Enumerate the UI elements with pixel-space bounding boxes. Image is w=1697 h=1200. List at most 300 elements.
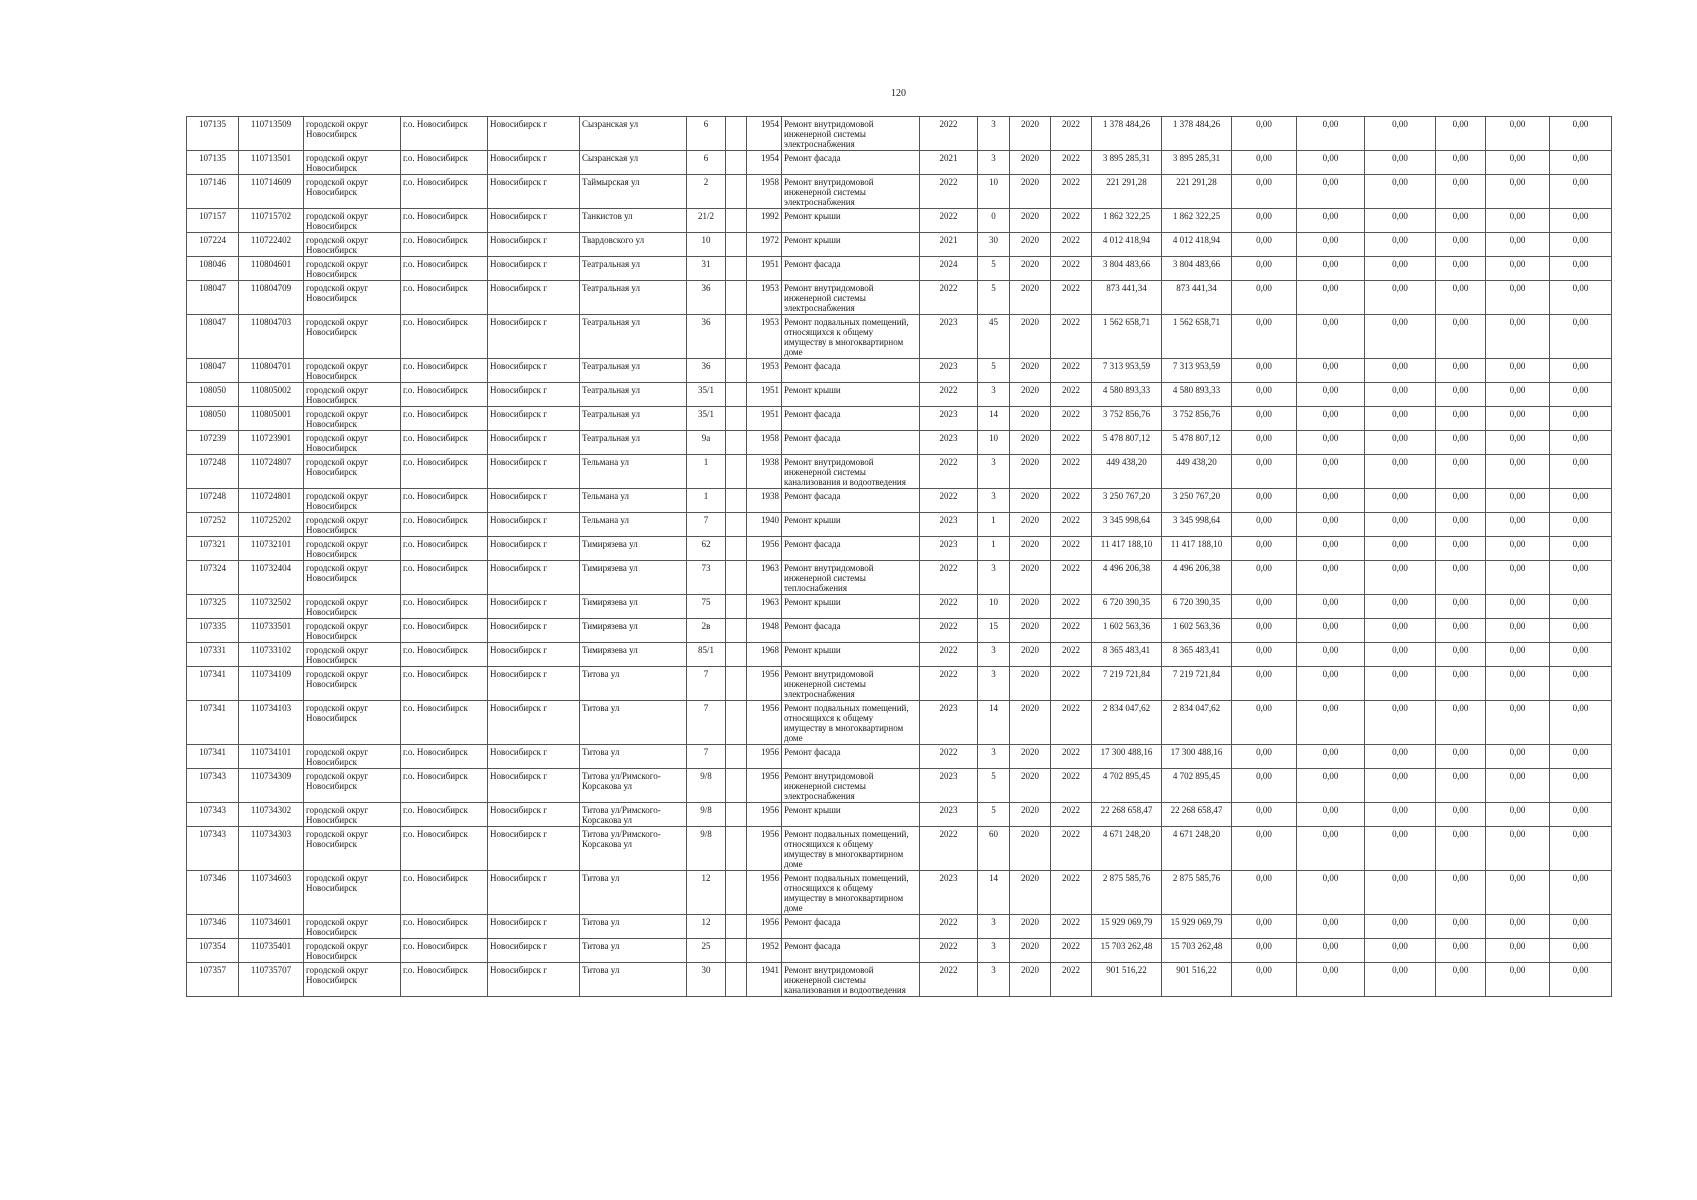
cell-owners-cost: 0,00 <box>1436 281 1486 315</box>
cell-house-number: 25 <box>687 939 726 963</box>
cell-municipality: городской округ Новосибирск <box>304 233 401 257</box>
cell-fund-cost: 4 671 248,20 <box>1162 827 1232 871</box>
cell-wear-percent: 3 <box>978 939 1010 963</box>
cell-wear-percent: 3 <box>978 561 1010 595</box>
cell-reserve-cost: 0,00 <box>1550 915 1612 939</box>
table-row <box>187 745 1612 769</box>
cell-plan-year: 2021 <box>920 233 978 257</box>
cell-work-type: Ремонт фасада <box>782 431 920 455</box>
cell-end-year: 2022 <box>1051 431 1092 455</box>
cell-owners-cost: 0,00 <box>1436 871 1486 915</box>
cell-building <box>726 701 747 745</box>
cell-work-id: 110713509 <box>239 117 304 151</box>
cell-urban-district: г.о. Новосибирск <box>401 359 488 383</box>
cell-urban-district: г.о. Новосибирск <box>401 233 488 257</box>
cell-work-type: Ремонт внутридомовой инженерной системы электроснабжения <box>782 175 920 209</box>
cell-house-number: 35/1 <box>687 407 726 431</box>
cell-work-id: 110715702 <box>239 209 304 233</box>
cell-regional-cost: 0,00 <box>1297 871 1365 915</box>
cell-wear-percent: 5 <box>978 803 1010 827</box>
cell-reserve-cost: 0,00 <box>1550 939 1612 963</box>
table-row <box>187 827 1612 871</box>
cell-house-number: 75 <box>687 595 726 619</box>
cell-city: Новосибирск г <box>488 619 580 643</box>
cell-year-built: 1956 <box>747 769 782 803</box>
cell-reserve-cost: 0,00 <box>1550 619 1612 643</box>
cell-street: Сызранская ул <box>580 117 687 151</box>
cell-regional-cost: 0,00 <box>1297 561 1365 595</box>
cell-city: Новосибирск г <box>488 175 580 209</box>
cell-building <box>726 209 747 233</box>
cell-wear-percent: 3 <box>978 151 1010 175</box>
cell-local-cost: 0,00 <box>1365 619 1436 643</box>
cell-street: Тельмана ул <box>580 513 687 537</box>
cell-city: Новосибирск г <box>488 257 580 281</box>
cell-local-cost: 0,00 <box>1365 455 1436 489</box>
cell-local-cost: 0,00 <box>1365 939 1436 963</box>
cell-start-year: 2020 <box>1010 827 1051 871</box>
cell-wear-percent: 5 <box>978 281 1010 315</box>
cell-street: Сызранская ул <box>580 151 687 175</box>
cell-plan-year: 2022 <box>920 963 978 997</box>
cell-street: Тельмана ул <box>580 455 687 489</box>
cell-urban-district: г.о. Новосибирск <box>401 281 488 315</box>
cell-street: Титова ул <box>580 745 687 769</box>
cell-fund-cost: 1 378 484,26 <box>1162 117 1232 151</box>
cell-urban-district: г.о. Новосибирск <box>401 915 488 939</box>
cell-city: Новосибирск г <box>488 281 580 315</box>
table-row <box>187 513 1612 537</box>
cell-wear-percent: 5 <box>978 257 1010 281</box>
cell-start-year: 2020 <box>1010 431 1051 455</box>
cell-end-year: 2022 <box>1051 537 1092 561</box>
cell-house-number: 85/1 <box>687 643 726 667</box>
cell-owners-cost: 0,00 <box>1436 803 1486 827</box>
cell-owners-cost: 0,00 <box>1436 595 1486 619</box>
cell-wear-percent: 3 <box>978 745 1010 769</box>
table-row <box>187 209 1612 233</box>
cell-end-year: 2022 <box>1051 595 1092 619</box>
cell-year-built: 1954 <box>747 151 782 175</box>
cell-regional-cost: 0,00 <box>1297 595 1365 619</box>
cell-work-id: 110733102 <box>239 643 304 667</box>
cell-reserve-cost: 0,00 <box>1550 257 1612 281</box>
cell-plan-year: 2023 <box>920 701 978 745</box>
cell-other-cost: 0,00 <box>1486 281 1550 315</box>
cell-building <box>726 257 747 281</box>
cell-regional-cost: 0,00 <box>1297 455 1365 489</box>
cell-start-year: 2020 <box>1010 803 1051 827</box>
cell-start-year: 2020 <box>1010 281 1051 315</box>
cell-work-id: 110724807 <box>239 455 304 489</box>
cell-year-built: 1956 <box>747 745 782 769</box>
cell-work-id: 110724801 <box>239 489 304 513</box>
cell-year-built: 1951 <box>747 407 782 431</box>
cell-budget-cost: 0,00 <box>1232 769 1297 803</box>
cell-reserve-cost: 0,00 <box>1550 701 1612 745</box>
cell-work-id: 110734603 <box>239 871 304 915</box>
cell-local-cost: 0,00 <box>1365 561 1436 595</box>
cell-fund-cost: 4 496 206,38 <box>1162 561 1232 595</box>
table-row <box>187 315 1612 359</box>
cell-year-built: 1958 <box>747 175 782 209</box>
cell-house-number: 10 <box>687 233 726 257</box>
cell-wear-percent: 3 <box>978 489 1010 513</box>
cell-year-built: 1952 <box>747 939 782 963</box>
cell-end-year: 2022 <box>1051 117 1092 151</box>
cell-end-year: 2022 <box>1051 315 1092 359</box>
cell-start-year: 2020 <box>1010 257 1051 281</box>
cell-end-year: 2022 <box>1051 701 1092 745</box>
cell-wear-percent: 3 <box>978 455 1010 489</box>
cell-street: Титова ул <box>580 939 687 963</box>
cell-fund-cost: 22 268 658,47 <box>1162 803 1232 827</box>
cell-other-cost: 0,00 <box>1486 359 1550 383</box>
cell-regional-cost: 0,00 <box>1297 151 1365 175</box>
cell-work-type: Ремонт подвальных помещений, относящихся к общему имуществу в многоквартирном доме <box>782 315 920 359</box>
cell-total-cost: 449 438,20 <box>1092 455 1162 489</box>
cell-regional-cost: 0,00 <box>1297 667 1365 701</box>
cell-plan-year: 2023 <box>920 359 978 383</box>
cell-house-id: 108047 <box>187 359 239 383</box>
cell-house-id: 107248 <box>187 455 239 489</box>
cell-house-id: 107135 <box>187 117 239 151</box>
cell-other-cost: 0,00 <box>1486 803 1550 827</box>
cell-owners-cost: 0,00 <box>1436 667 1486 701</box>
cell-house-number: 6 <box>687 117 726 151</box>
cell-municipality: городской округ Новосибирск <box>304 431 401 455</box>
cell-owners-cost: 0,00 <box>1436 117 1486 151</box>
cell-street: Тельмана ул <box>580 489 687 513</box>
cell-city: Новосибирск г <box>488 803 580 827</box>
cell-house-number: 7 <box>687 701 726 745</box>
cell-start-year: 2020 <box>1010 233 1051 257</box>
cell-start-year: 2020 <box>1010 667 1051 701</box>
cell-budget-cost: 0,00 <box>1232 383 1297 407</box>
cell-city: Новосибирск г <box>488 537 580 561</box>
cell-end-year: 2022 <box>1051 281 1092 315</box>
cell-building <box>726 963 747 997</box>
cell-other-cost: 0,00 <box>1486 963 1550 997</box>
cell-other-cost: 0,00 <box>1486 667 1550 701</box>
cell-start-year: 2020 <box>1010 561 1051 595</box>
cell-end-year: 2022 <box>1051 383 1092 407</box>
cell-wear-percent: 3 <box>978 117 1010 151</box>
cell-other-cost: 0,00 <box>1486 939 1550 963</box>
cell-plan-year: 2022 <box>920 383 978 407</box>
cell-budget-cost: 0,00 <box>1232 175 1297 209</box>
table-row <box>187 595 1612 619</box>
cell-municipality: городской округ Новосибирск <box>304 209 401 233</box>
cell-wear-percent: 15 <box>978 619 1010 643</box>
cell-other-cost: 0,00 <box>1486 489 1550 513</box>
cell-reserve-cost: 0,00 <box>1550 769 1612 803</box>
cell-house-number: 62 <box>687 537 726 561</box>
cell-fund-cost: 901 516,22 <box>1162 963 1232 997</box>
cell-total-cost: 8 365 483,41 <box>1092 643 1162 667</box>
cell-other-cost: 0,00 <box>1486 175 1550 209</box>
cell-work-id: 110722402 <box>239 233 304 257</box>
cell-total-cost: 7 313 953,59 <box>1092 359 1162 383</box>
cell-plan-year: 2021 <box>920 151 978 175</box>
cell-regional-cost: 0,00 <box>1297 233 1365 257</box>
cell-budget-cost: 0,00 <box>1232 561 1297 595</box>
cell-start-year: 2020 <box>1010 359 1051 383</box>
cell-start-year: 2020 <box>1010 915 1051 939</box>
cell-plan-year: 2023 <box>920 803 978 827</box>
table-row <box>187 701 1612 745</box>
cell-wear-percent: 5 <box>978 769 1010 803</box>
cell-work-id: 110725202 <box>239 513 304 537</box>
cell-house-number: 36 <box>687 359 726 383</box>
cell-other-cost: 0,00 <box>1486 827 1550 871</box>
cell-municipality: городской округ Новосибирск <box>304 595 401 619</box>
cell-start-year: 2020 <box>1010 595 1051 619</box>
cell-fund-cost: 1 562 658,71 <box>1162 315 1232 359</box>
cell-wear-percent: 5 <box>978 359 1010 383</box>
cell-fund-cost: 11 417 188,10 <box>1162 537 1232 561</box>
cell-owners-cost: 0,00 <box>1436 963 1486 997</box>
cell-building <box>726 233 747 257</box>
cell-city: Новосибирск г <box>488 233 580 257</box>
cell-total-cost: 3 895 285,31 <box>1092 151 1162 175</box>
table-row <box>187 915 1612 939</box>
cell-wear-percent: 3 <box>978 383 1010 407</box>
table-row <box>187 963 1612 997</box>
cell-house-id: 107346 <box>187 871 239 915</box>
cell-street: Тимирязева ул <box>580 595 687 619</box>
cell-work-id: 110734601 <box>239 915 304 939</box>
cell-urban-district: г.о. Новосибирск <box>401 745 488 769</box>
cell-plan-year: 2023 <box>920 431 978 455</box>
cell-house-id: 108050 <box>187 407 239 431</box>
cell-end-year: 2022 <box>1051 827 1092 871</box>
cell-year-built: 1953 <box>747 281 782 315</box>
cell-work-type: Ремонт крыши <box>782 643 920 667</box>
cell-house-number: 7 <box>687 667 726 701</box>
cell-reserve-cost: 0,00 <box>1550 745 1612 769</box>
cell-building <box>726 455 747 489</box>
cell-house-number: 7 <box>687 513 726 537</box>
cell-reserve-cost: 0,00 <box>1550 803 1612 827</box>
cell-local-cost: 0,00 <box>1365 359 1436 383</box>
cell-start-year: 2020 <box>1010 871 1051 915</box>
cell-work-id: 110734101 <box>239 745 304 769</box>
cell-other-cost: 0,00 <box>1486 257 1550 281</box>
cell-house-id: 107346 <box>187 915 239 939</box>
cell-end-year: 2022 <box>1051 209 1092 233</box>
table-row <box>187 175 1612 209</box>
cell-end-year: 2022 <box>1051 151 1092 175</box>
cell-end-year: 2022 <box>1051 489 1092 513</box>
cell-street: Тимирязева ул <box>580 561 687 595</box>
cell-local-cost: 0,00 <box>1365 431 1436 455</box>
cell-street: Титова ул/Римского-Корсакова ул <box>580 769 687 803</box>
cell-work-id: 110735401 <box>239 939 304 963</box>
table-row <box>187 359 1612 383</box>
cell-street: Театральная ул <box>580 315 687 359</box>
cell-start-year: 2020 <box>1010 537 1051 561</box>
cell-urban-district: г.о. Новосибирск <box>401 315 488 359</box>
cell-budget-cost: 0,00 <box>1232 209 1297 233</box>
cell-year-built: 1972 <box>747 233 782 257</box>
cell-city: Новосибирск г <box>488 359 580 383</box>
cell-urban-district: г.о. Новосибирск <box>401 803 488 827</box>
cell-city: Новосибирск г <box>488 667 580 701</box>
cell-house-id: 107239 <box>187 431 239 455</box>
cell-end-year: 2022 <box>1051 359 1092 383</box>
cell-building <box>726 827 747 871</box>
cell-street: Театральная ул <box>580 383 687 407</box>
cell-wear-percent: 10 <box>978 431 1010 455</box>
cell-end-year: 2022 <box>1051 963 1092 997</box>
cell-work-type: Ремонт фасада <box>782 407 920 431</box>
cell-street: Театральная ул <box>580 359 687 383</box>
cell-start-year: 2020 <box>1010 619 1051 643</box>
cell-house-id: 107354 <box>187 939 239 963</box>
cell-work-id: 110804703 <box>239 315 304 359</box>
cell-municipality: городской округ Новосибирск <box>304 455 401 489</box>
cell-house-id: 107146 <box>187 175 239 209</box>
cell-total-cost: 15 703 262,48 <box>1092 939 1162 963</box>
cell-regional-cost: 0,00 <box>1297 701 1365 745</box>
cell-regional-cost: 0,00 <box>1297 827 1365 871</box>
cell-plan-year: 2022 <box>920 745 978 769</box>
cell-total-cost: 7 219 721,84 <box>1092 667 1162 701</box>
cell-city: Новосибирск г <box>488 561 580 595</box>
table-row <box>187 561 1612 595</box>
cell-end-year: 2022 <box>1051 667 1092 701</box>
cell-street: Титова ул/Римского-Корсакова ул <box>580 827 687 871</box>
cell-work-id: 110734109 <box>239 667 304 701</box>
cell-city: Новосибирск г <box>488 407 580 431</box>
cell-end-year: 2022 <box>1051 561 1092 595</box>
cell-end-year: 2022 <box>1051 257 1092 281</box>
cell-start-year: 2020 <box>1010 513 1051 537</box>
cell-urban-district: г.о. Новосибирск <box>401 871 488 915</box>
cell-house-id: 107335 <box>187 619 239 643</box>
cell-municipality: городской округ Новосибирск <box>304 915 401 939</box>
cell-local-cost: 0,00 <box>1365 595 1436 619</box>
cell-municipality: городской округ Новосибирск <box>304 871 401 915</box>
cell-start-year: 2020 <box>1010 455 1051 489</box>
cell-work-id: 110734302 <box>239 803 304 827</box>
cell-wear-percent: 45 <box>978 315 1010 359</box>
cell-year-built: 1951 <box>747 383 782 407</box>
cell-wear-percent: 3 <box>978 667 1010 701</box>
cell-reserve-cost: 0,00 <box>1550 513 1612 537</box>
table-row <box>187 257 1612 281</box>
table-row <box>187 431 1612 455</box>
cell-city: Новосибирск г <box>488 939 580 963</box>
cell-urban-district: г.о. Новосибирск <box>401 151 488 175</box>
cell-wear-percent: 3 <box>978 643 1010 667</box>
cell-other-cost: 0,00 <box>1486 915 1550 939</box>
cell-urban-district: г.о. Новосибирск <box>401 667 488 701</box>
cell-fund-cost: 2 875 585,76 <box>1162 871 1232 915</box>
cell-building <box>726 117 747 151</box>
cell-building <box>726 281 747 315</box>
cell-house-id: 107341 <box>187 667 239 701</box>
cell-other-cost: 0,00 <box>1486 561 1550 595</box>
table-row <box>187 151 1612 175</box>
cell-regional-cost: 0,00 <box>1297 489 1365 513</box>
table-row <box>187 803 1612 827</box>
cell-total-cost: 2 834 047,62 <box>1092 701 1162 745</box>
cell-fund-cost: 17 300 488,16 <box>1162 745 1232 769</box>
cell-regional-cost: 0,00 <box>1297 745 1365 769</box>
cell-owners-cost: 0,00 <box>1436 745 1486 769</box>
cell-work-type: Ремонт фасада <box>782 939 920 963</box>
cell-start-year: 2020 <box>1010 117 1051 151</box>
cell-other-cost: 0,00 <box>1486 537 1550 561</box>
cell-work-id: 110732502 <box>239 595 304 619</box>
cell-work-id: 110804709 <box>239 281 304 315</box>
cell-plan-year: 2022 <box>920 643 978 667</box>
cell-year-built: 1938 <box>747 489 782 513</box>
cell-city: Новосибирск г <box>488 827 580 871</box>
cell-wear-percent: 1 <box>978 513 1010 537</box>
cell-urban-district: г.о. Новосибирск <box>401 643 488 667</box>
cell-year-built: 1954 <box>747 117 782 151</box>
cell-reserve-cost: 0,00 <box>1550 871 1612 915</box>
cell-city: Новосибирск г <box>488 871 580 915</box>
cell-urban-district: г.о. Новосибирск <box>401 827 488 871</box>
cell-reserve-cost: 0,00 <box>1550 175 1612 209</box>
cell-plan-year: 2022 <box>920 619 978 643</box>
cell-budget-cost: 0,00 <box>1232 359 1297 383</box>
cell-urban-district: г.о. Новосибирск <box>401 619 488 643</box>
cell-work-id: 110734103 <box>239 701 304 745</box>
cell-regional-cost: 0,00 <box>1297 537 1365 561</box>
cell-work-id: 110733501 <box>239 619 304 643</box>
cell-urban-district: г.о. Новосибирск <box>401 431 488 455</box>
cell-other-cost: 0,00 <box>1486 315 1550 359</box>
cell-building <box>726 871 747 915</box>
cell-year-built: 1938 <box>747 455 782 489</box>
cell-building <box>726 383 747 407</box>
cell-house-number: 9/8 <box>687 769 726 803</box>
cell-total-cost: 4 496 206,38 <box>1092 561 1162 595</box>
cell-total-cost: 1 562 658,71 <box>1092 315 1162 359</box>
cell-street: Титова ул <box>580 871 687 915</box>
cell-owners-cost: 0,00 <box>1436 619 1486 643</box>
cell-end-year: 2022 <box>1051 407 1092 431</box>
cell-street: Театральная ул <box>580 431 687 455</box>
cell-city: Новосибирск г <box>488 383 580 407</box>
cell-start-year: 2020 <box>1010 209 1051 233</box>
cell-fund-cost: 8 365 483,41 <box>1162 643 1232 667</box>
cell-budget-cost: 0,00 <box>1232 963 1297 997</box>
cell-fund-cost: 3 895 285,31 <box>1162 151 1232 175</box>
cell-municipality: городской округ Новосибирск <box>304 407 401 431</box>
cell-regional-cost: 0,00 <box>1297 939 1365 963</box>
cell-total-cost: 15 929 069,79 <box>1092 915 1162 939</box>
cell-other-cost: 0,00 <box>1486 513 1550 537</box>
cell-regional-cost: 0,00 <box>1297 407 1365 431</box>
cell-house-id: 107341 <box>187 745 239 769</box>
cell-other-cost: 0,00 <box>1486 643 1550 667</box>
cell-work-type: Ремонт фасада <box>782 489 920 513</box>
cell-budget-cost: 0,00 <box>1232 117 1297 151</box>
cell-work-id: 110805001 <box>239 407 304 431</box>
cell-owners-cost: 0,00 <box>1436 701 1486 745</box>
cell-street: Титова ул <box>580 667 687 701</box>
cell-house-number: 9а <box>687 431 726 455</box>
cell-owners-cost: 0,00 <box>1436 233 1486 257</box>
cell-house-id: 107321 <box>187 537 239 561</box>
cell-city: Новосибирск г <box>488 595 580 619</box>
